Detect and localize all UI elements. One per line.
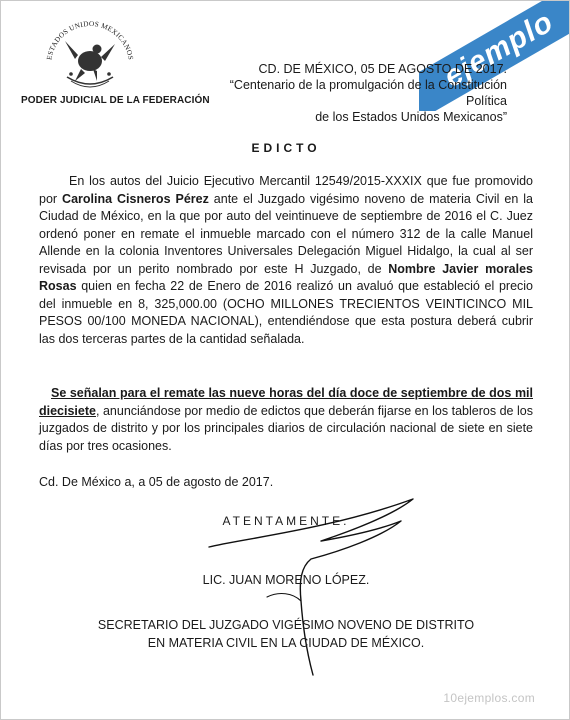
organization-name: PODER JUDICIAL DE LA FEDERACIÓN [21, 95, 210, 106]
national-seal-icon [31, 11, 149, 91]
watermark-label: ejemplo [419, 1, 569, 111]
motto-line-2: de los Estados Unidos Mexicanos” [315, 110, 507, 124]
plaintiff-name: Carolina Cisneros Pérez [62, 191, 209, 206]
auction-schedule: Se señalan para el remate las nueve horas del día doce de septiembre de dos mil diecisiete [39, 386, 533, 418]
p1-text-e: quien en fecha 22 de Enero de 2016 realizó un avaluó que estableció el precio del inmueble en 8, 325,000.00 (OCHO MILLONES TRECIENTOS VEINTICINCO MIL PESOS 00/100 MONEDA NACIONAL), entendiéndose que esta postura deberá cubrir las dos terceras partes de la cantidad señalada. [39, 279, 533, 346]
place-date: CD. DE MÉXICO, 05 DE AGOSTO DE 2017. [258, 62, 507, 76]
signatory-title [71, 616, 501, 652]
document-title: EDICTO [251, 141, 321, 155]
closing-date: Cd. De México a, a 05 de agosto de 2017. [39, 475, 274, 489]
closing-salutation: ATENTAMENTE. [222, 514, 350, 528]
site-footer: 10ejemplos.com [443, 691, 535, 705]
seal-text: ESTADOS UNIDOS MEXICANOS [45, 19, 135, 61]
p2-text-b: , anunciándose por medio de edictos que deberán fijarse en los tableros de los juzgados de distrito y por los principales diarios de circulación nacional de siete en siete días por tres ocasiones. [39, 403, 533, 453]
motto-line-1: “Centenario de la promulgación de la Constitución Política [229, 78, 507, 108]
signatory-title-line-2: EN MATERIA CIVIL EN LA CIUDAD DE MÉXICO. [147, 636, 425, 650]
paragraph-2 [39, 385, 533, 455]
signatory-name: LIC. JUAN MORENO LÓPEZ. [202, 573, 370, 587]
p1-text-a: En los autos del Juicio Ejecutivo Mercantil 12549/2015-XXXIX que fue promovido por [39, 174, 533, 206]
paragraph-1 [39, 173, 533, 348]
p1-text-c: ante el Juzgado vigésimo noveno de materia Civil en la Ciudad de México, en la que por auto del veintinueve de septiembre de 2016 el C. Juez ordenó poner en remate el inmueble marcado con el número 312 de la calle Manuel Allende en la colonia Inventores Universales Delegación Miguel Hidalgo, la cual al ser revisada por un perito nombrado por este H Juzgado, de [39, 191, 533, 276]
appraiser-name: Nombre Javier morales Rosas [39, 261, 534, 293]
signatory-title-line-1: SECRETARIO DEL JUZGADO VIGÉSIMO NOVENO DE DISTRITO [97, 618, 475, 632]
header-dateline [187, 61, 507, 125]
